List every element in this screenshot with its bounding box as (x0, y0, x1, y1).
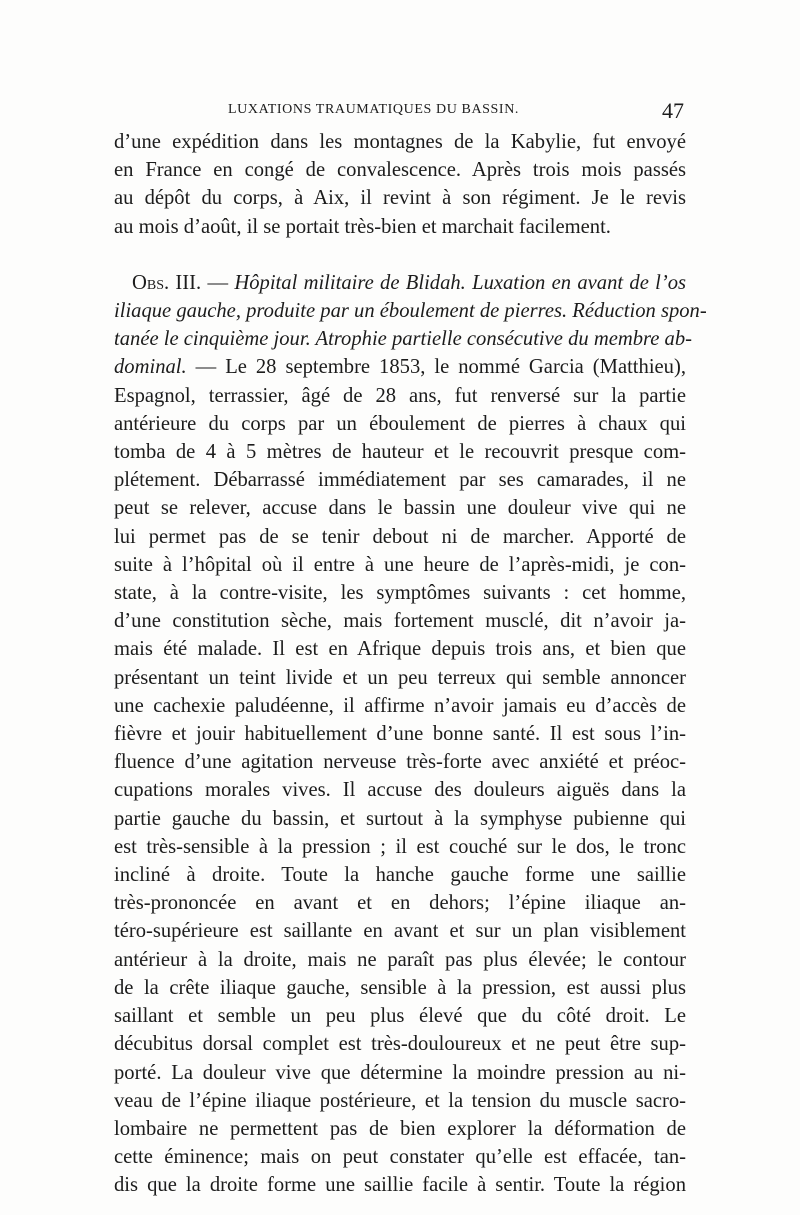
text-line: partie gauche du bassin, et surtout à la symphyse pubienne qui (114, 807, 686, 830)
text-line: cupations morales vives. Il accuse des douleurs aiguës dans la (114, 779, 686, 802)
text-line: décubitus dorsal complet est très-douloureux et ne peut être sup- (114, 1033, 686, 1056)
text-line: de la crête iliaque gauche, sensible à la pression, est aussi plus (114, 976, 686, 999)
text-line: lombaire ne permettent pas de bien explorer la déformation de (114, 1117, 686, 1140)
text-line: dis que la droite forme une saillie facile à sentir. Toute la région (114, 1174, 686, 1197)
text-line: tomba de 4 à 5 mètres de hauteur et le recouvrit presque com- (114, 441, 686, 464)
text-line: plétement. Débarrassé immédiatement par ses camarades, il ne (114, 469, 686, 492)
text-line: cette éminence; mais on peut constater qu’elle est effacée, tan- (114, 1146, 686, 1169)
text-line: très-prononcée en avant et en dehors; l’épine iliaque an- (114, 892, 686, 915)
text-line: antérieur à la droite, mais ne paraît pas plus élevée; le contour (114, 948, 686, 971)
text-line: d’une constitution sèche, mais fortement musclé, dit n’avoir ja- (114, 610, 686, 633)
text-line: suite à l’hôpital où il entre à une heure de l’après-midi, je con- (114, 553, 686, 576)
text-line: téro-supérieure est saillante en avant et sur un plan visiblement (114, 920, 686, 943)
observation-title-line: iliaque gauche, produite par un éboulement de pierres. Réduction spon- (114, 300, 707, 323)
text-line: peut se relever, accuse dans le bassin une douleur vive qui ne (114, 497, 686, 520)
page-number: 47 (662, 98, 684, 123)
running-title: LUXATIONS TRAUMATIQUES DU BASSIN. (228, 102, 520, 117)
text-line: au mois d’août, il se portait très-bien et marchait facilement. (114, 215, 611, 238)
observation-first-line (114, 353, 686, 381)
observation-title: Hôpital militaire de Blidah. Luxation en avant de l’os (234, 271, 687, 294)
paragraph-gap (114, 241, 686, 269)
text-line: incliné à droite. Toute la hanche gauche forme une saillie (114, 864, 686, 887)
text-line: Espagnol, terrassier, âgé de 28 ans, fut renversé sur la partie (114, 384, 686, 407)
text-line: présentant un teint livide et un peu terreux qui semble annoncer (114, 666, 686, 689)
text-line: au dépôt du corps, à Aix, il revint à son régiment. Je le revis (114, 187, 686, 210)
text-line: veau de l’épine iliaque postérieure, et la tension du muscle sacro- (114, 1089, 686, 1112)
text-line: en France en congé de convalescence. Après trois mois passés (114, 159, 686, 182)
text-line: antérieure du corps par un éboulement de pierres à chaux qui (114, 412, 686, 435)
text-line: fièvre et jouir habituellement d’une bonne santé. Il est sous l’in- (114, 723, 686, 746)
text-line: d’une expédition dans les montagnes de la Kabylie, fut envoyé (114, 131, 686, 153)
text-line: une cachexie paludéenne, il affirme n’avoir jamais eu d’accès de (114, 694, 686, 717)
observation-text-start: — Le 28 septembre 1853, le nommé Garcia (Matthieu), (186, 356, 686, 379)
running-head (116, 98, 686, 126)
observation-label: Obs. III. (132, 271, 202, 294)
text-line: mais été malade. Il est en Afrique depuis trois ans, et bien que (114, 638, 686, 661)
text-line: est très-sensible à la pression ; il est couché sur le dos, le tronc (114, 835, 686, 858)
text-line: state, à la contre-visite, les symptômes suivants : cet homme, (114, 582, 686, 605)
body-text (114, 128, 707, 1200)
text-line: saillant et semble un peu plus élevé que du côté droit. Le (114, 1005, 686, 1028)
text-line: lui permet pas de se tenir debout ni de marcher. Apporté de (114, 525, 686, 548)
observation-heading-line (114, 269, 686, 297)
observation-title-line: tanée le cinquième jour. Atrophie partielle consécutive du membre ab- (114, 328, 692, 351)
observation-title-end: dominal. (114, 356, 187, 379)
text-line: fluence d’une agitation nerveuse très-forte avec anxiété et préoc- (114, 751, 686, 774)
observation-dash: — (201, 271, 235, 294)
text-line: porté. La douleur vive que détermine la moindre pression au ni- (114, 1061, 686, 1084)
